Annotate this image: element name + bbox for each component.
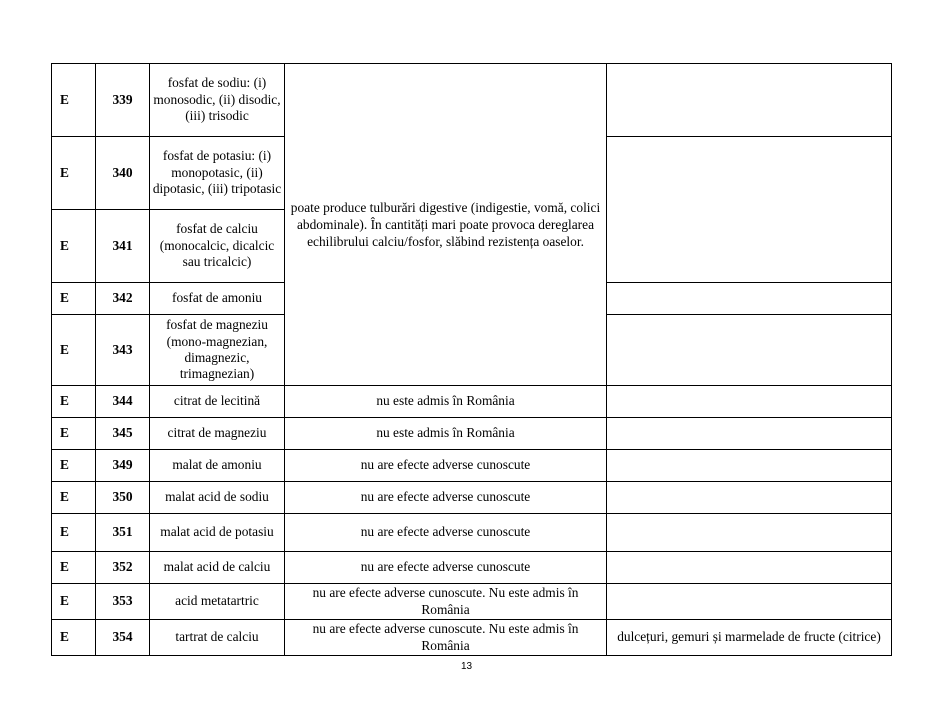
additive-name: malat acid de sodiu — [150, 482, 285, 514]
table-row — [52, 386, 892, 418]
e-prefix: E — [52, 210, 96, 283]
additive-code: 339 — [96, 64, 150, 137]
e-prefix: E — [52, 584, 96, 620]
table-row — [52, 514, 892, 552]
e-prefix: E — [52, 552, 96, 584]
phosphate-effects: poate produce tulburări digestive (indigestie, vomă, colici abdominale). În cantități mari poate provoca dereglarea echilibrului calciu/fosfor, slăbind rezistența oaselor. — [285, 64, 607, 386]
table-row — [52, 584, 892, 620]
additive-uses — [607, 584, 892, 620]
table-row — [52, 482, 892, 514]
e-prefix: E — [52, 514, 96, 552]
table-row — [52, 64, 892, 137]
additive-effects: nu are efecte adverse cunoscute. Nu este admis în România — [285, 620, 607, 656]
additive-effects: nu are efecte adverse cunoscute — [285, 514, 607, 552]
e-prefix: E — [52, 283, 96, 315]
additive-code: 341 — [96, 210, 150, 283]
additive-uses — [607, 315, 892, 386]
additive-uses — [607, 386, 892, 418]
e-prefix: E — [52, 315, 96, 386]
additive-name: fosfat de magneziu (mono-magnezian, dimagnezic, trimagnezian) — [150, 315, 285, 386]
additive-code: 354 — [96, 620, 150, 656]
additive-uses — [607, 482, 892, 514]
additive-code: 349 — [96, 450, 150, 482]
additive-name: tartrat de calciu — [150, 620, 285, 656]
page-number: 13 — [461, 661, 473, 672]
additive-name: fosfat de calciu (monocalcic, dicalcic sau tricalcic) — [150, 210, 285, 283]
additive-code: 353 — [96, 584, 150, 620]
additive-code: 345 — [96, 418, 150, 450]
additives-table — [51, 63, 892, 656]
e-prefix: E — [52, 482, 96, 514]
table-row — [52, 450, 892, 482]
additive-uses — [607, 64, 892, 137]
additive-uses — [607, 418, 892, 450]
table-row — [52, 418, 892, 450]
additive-uses: dulcețuri, gemuri și marmelade de fructe (citrice) — [607, 620, 892, 656]
additive-code: 343 — [96, 315, 150, 386]
additive-effects: nu are efecte adverse cunoscute — [285, 482, 607, 514]
e-prefix: E — [52, 450, 96, 482]
additive-effects: nu este admis în România — [285, 386, 607, 418]
additive-code: 342 — [96, 283, 150, 315]
additive-uses — [607, 450, 892, 482]
e-prefix: E — [52, 620, 96, 656]
e-prefix: E — [52, 418, 96, 450]
additive-code: 344 — [96, 386, 150, 418]
table-row — [52, 552, 892, 584]
e-prefix: E — [52, 386, 96, 418]
additive-code: 350 — [96, 482, 150, 514]
additive-name: acid metatartric — [150, 584, 285, 620]
additive-name: fosfat de sodiu: (i) monosodic, (ii) disodic, (iii) trisodic — [150, 64, 285, 137]
additive-name: malat de amoniu — [150, 450, 285, 482]
additive-uses — [607, 137, 892, 283]
table-row — [52, 620, 892, 656]
additive-name: citrat de magneziu — [150, 418, 285, 450]
additive-name: malat acid de potasiu — [150, 514, 285, 552]
additive-name: fosfat de potasiu: (i) monopotasic, (ii) dipotasic, (iii) tripotasic — [150, 137, 285, 210]
additive-code: 352 — [96, 552, 150, 584]
e-prefix: E — [52, 64, 96, 137]
additive-effects: nu are efecte adverse cunoscute — [285, 450, 607, 482]
additive-code: 340 — [96, 137, 150, 210]
additive-uses — [607, 552, 892, 584]
additive-name: fosfat de amoniu — [150, 283, 285, 315]
additive-uses — [607, 283, 892, 315]
additive-uses — [607, 514, 892, 552]
additive-code: 351 — [96, 514, 150, 552]
additive-effects: nu este admis în România — [285, 418, 607, 450]
e-prefix: E — [52, 137, 96, 210]
additive-name: malat acid de calciu — [150, 552, 285, 584]
additive-name: citrat de lecitină — [150, 386, 285, 418]
additive-effects: nu are efecte adverse cunoscute — [285, 552, 607, 584]
additive-effects: nu are efecte adverse cunoscute. Nu este admis în România — [285, 584, 607, 620]
